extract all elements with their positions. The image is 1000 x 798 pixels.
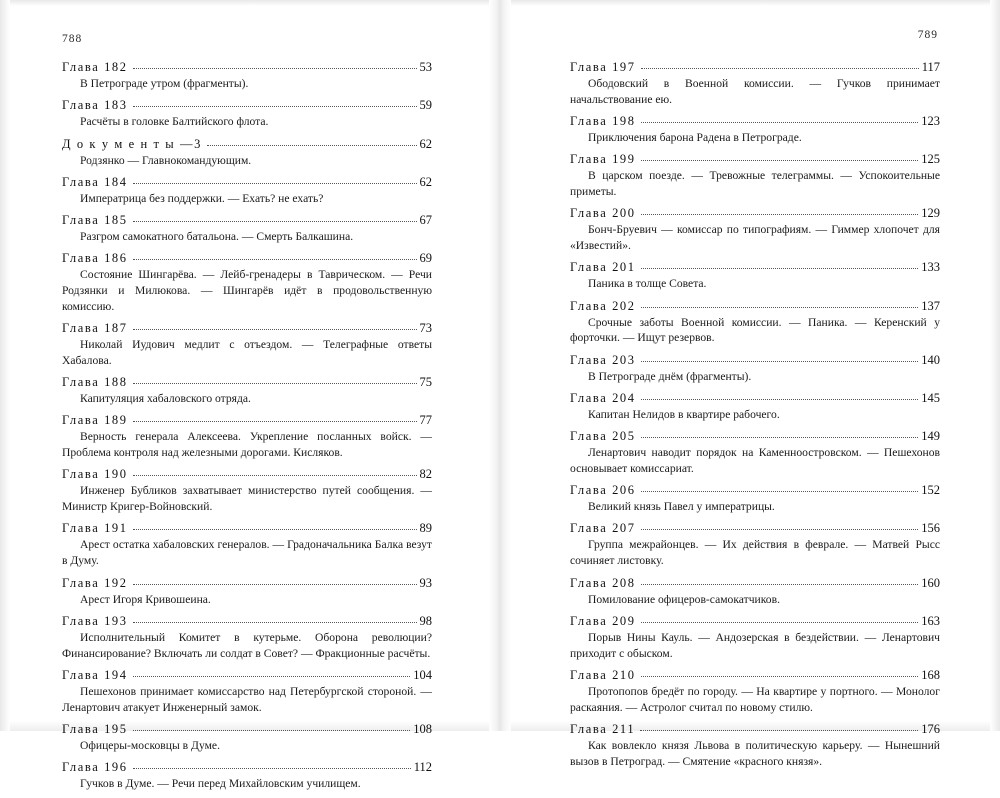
folio-right: 789 xyxy=(917,29,938,41)
toc-entry-line xyxy=(570,521,940,536)
page-number: 129 xyxy=(921,206,940,221)
chapter-description: Исполнительный Комитет в кутерьме. Оборона революции? Финансирование? Включать ли солдат в Совет? — Фракционные расчёты. xyxy=(62,630,432,660)
dot-leader xyxy=(133,182,417,184)
dot-leader xyxy=(641,159,919,161)
toc-entry xyxy=(62,321,432,369)
toc-entry xyxy=(62,614,432,662)
toc-entry xyxy=(62,251,432,314)
chapter-title: Глава 183 xyxy=(62,98,128,113)
toc-entry-line xyxy=(62,467,432,482)
chapter-description: Группа межрайонцев. — Их действия в феврале. — Матвей Рысс сочиняет листовку. xyxy=(570,538,940,568)
chapter-title: Глава 205 xyxy=(570,429,636,444)
chapter-description: Пешехонов принимает комиссарство над Петербургской стороной. — Ленартович атакует Инженерный замок. xyxy=(62,684,432,714)
chapter-description: Капитуляция хабаловского отряда. xyxy=(80,392,251,406)
toc-entry xyxy=(570,614,940,662)
toc-entry xyxy=(62,467,432,515)
chapter-description: Бонч-Бруевич — комиссар по типографиям. — Гиммер хлопочет для «Известий». xyxy=(570,223,940,253)
chapter-description: Ободовский в Военной комиссии. — Гучков принимает начальствование ею. xyxy=(570,77,940,106)
chapter-title: Глава 189 xyxy=(62,413,128,428)
page-number: 123 xyxy=(921,114,940,129)
chapter-description: Приключения барона Радена в Петрограде. xyxy=(588,131,802,145)
page-number: 82 xyxy=(419,467,432,482)
chapter-title: Глава 197 xyxy=(570,60,636,74)
toc-entry-line xyxy=(570,60,940,75)
page-gutter xyxy=(489,0,511,731)
chapter-description: Николай Иудович медлит с отъездом. — Телеграфные ответы Хабалова. xyxy=(62,338,432,367)
toc-entry-line xyxy=(570,722,940,737)
toc-entry xyxy=(570,483,940,515)
chapter-description: Арест остатка хабаловских генералов. — Градоначальника Балка везут в Думу. xyxy=(62,538,432,568)
chapter-description: В царском поезде. — Тревожные телеграммы. — Успокоительные приметы. xyxy=(570,169,940,199)
toc-entry-line xyxy=(62,321,432,336)
toc-entry-line xyxy=(570,353,940,368)
dot-leader xyxy=(133,420,417,422)
toc-entry xyxy=(62,576,432,608)
dot-leader xyxy=(133,328,417,330)
chapter-description: Как вовлекло князя Львова в политическую карьеру. — Нынешний вызов в Петроград. — Смятение «красного князя». xyxy=(570,738,940,768)
chapter-title: Глава 194 xyxy=(62,667,128,682)
dot-leader xyxy=(641,490,919,492)
toc-entry xyxy=(62,668,432,716)
page-number: 149 xyxy=(921,429,940,444)
toc-entry-line xyxy=(570,576,940,591)
toc-entry xyxy=(62,98,432,130)
dot-leader xyxy=(133,583,417,585)
toc-entry xyxy=(570,152,940,200)
dot-leader xyxy=(133,220,417,222)
toc-entry xyxy=(570,521,940,569)
chapter-title: Глава 201 xyxy=(570,260,636,275)
toc-entry xyxy=(62,60,432,92)
chapter-description: Родзянко — Главнокомандующим. xyxy=(80,153,252,167)
page-number: 77 xyxy=(419,413,432,428)
page-number: 163 xyxy=(921,613,940,628)
toc-entry-line xyxy=(570,614,940,629)
page-number: 98 xyxy=(419,613,432,628)
chapter-description: Инженер Бубликов захватывает министерство путей сообщения. — Министр Кригер-Войновский. xyxy=(62,484,432,514)
chapter-title: Глава 190 xyxy=(62,467,128,482)
dot-leader xyxy=(641,360,919,362)
toc-entry xyxy=(62,175,432,207)
toc-entry-line xyxy=(62,137,432,152)
chapter-title: Глава 186 xyxy=(62,251,128,266)
dot-leader xyxy=(641,306,919,308)
chapter-description: В Петрограде утром (фрагменты). xyxy=(80,77,249,90)
page-number: 89 xyxy=(419,521,432,536)
chapter-title: Глава 207 xyxy=(570,521,636,536)
toc-column-left xyxy=(62,60,432,798)
toc-entry-line xyxy=(570,483,940,498)
dot-leader xyxy=(133,382,417,384)
toc-entry-line xyxy=(570,260,940,275)
dot-leader xyxy=(133,675,411,677)
chapter-title: Глава 187 xyxy=(62,321,128,336)
page-number: 112 xyxy=(413,760,432,775)
toc-entry-line xyxy=(570,429,940,444)
page-number: 62 xyxy=(419,174,432,189)
chapter-title: Глава 209 xyxy=(570,613,636,628)
chapter-title: Глава 210 xyxy=(570,667,636,682)
chapter-title: Глава 196 xyxy=(62,760,128,775)
toc-entry-line xyxy=(62,760,432,775)
chapter-title: Глава 202 xyxy=(570,298,636,313)
page-number: 62 xyxy=(419,136,432,151)
page-number: 125 xyxy=(921,152,940,167)
toc-entry xyxy=(62,375,432,407)
page-number: 117 xyxy=(921,60,940,74)
chapter-title: Глава 195 xyxy=(62,721,128,736)
page-number: 168 xyxy=(921,667,940,682)
chapter-title: Глава 184 xyxy=(62,174,128,189)
page-edge-left xyxy=(0,0,10,731)
dot-leader xyxy=(133,528,417,530)
chapter-description: Порыв Нины Кауль. — Андозерская в бездействии. — Ленартович приходит с обыском. xyxy=(570,630,940,660)
toc-entry xyxy=(570,206,940,254)
chapter-description: Императрица без поддержки. — Ехать? не ехать? xyxy=(80,191,324,205)
toc-entry-line xyxy=(62,413,432,428)
chapter-title: Глава 191 xyxy=(62,521,128,536)
chapter-title: Глава 203 xyxy=(570,352,636,367)
chapter-description: Расчёты в головке Балтийского флота. xyxy=(80,115,269,129)
chapter-title: Глава 188 xyxy=(62,375,128,390)
folio-left: 788 xyxy=(62,33,83,45)
dot-leader xyxy=(641,398,919,400)
page-number: 108 xyxy=(413,721,432,736)
toc-entry xyxy=(570,353,940,385)
chapter-description: Протопопов бредёт по городу. — На квартире у портного. — Монолог раскаяния. — Астролог считал по новому стилю. xyxy=(570,684,940,714)
dot-leader xyxy=(207,144,417,146)
chapter-title: Глава 208 xyxy=(570,575,636,590)
page-number: 75 xyxy=(419,375,432,390)
toc-entry xyxy=(570,114,940,146)
chapter-title: Глава 182 xyxy=(62,60,128,74)
toc-entry xyxy=(62,760,432,792)
toc-entry-line xyxy=(570,114,940,129)
toc-entry-line xyxy=(62,175,432,190)
toc-entry-line xyxy=(62,521,432,536)
toc-entry xyxy=(62,521,432,569)
chapter-title: Глава 192 xyxy=(62,575,128,590)
page-number: 176 xyxy=(921,721,940,736)
chapter-description: Ленартович наводит порядок на Каменноостровском. — Пешехонов основывает комиссариат. xyxy=(570,446,940,475)
page-number: 140 xyxy=(921,352,940,367)
toc-entry-line xyxy=(62,576,432,591)
page-number: 104 xyxy=(413,667,432,682)
chapter-description: Верность генерала Алексеева. Укрепление посланных войск. — Проблема контроля над железными дорогами. Кисляков. xyxy=(62,430,432,460)
page-number: 67 xyxy=(419,213,432,228)
toc-entry-line xyxy=(570,391,940,406)
page-number: 156 xyxy=(921,521,940,536)
chapter-title: Глава 185 xyxy=(62,213,128,228)
dot-leader xyxy=(641,121,919,123)
toc-entry-line xyxy=(62,722,432,737)
dot-leader xyxy=(133,474,417,476)
toc-entry xyxy=(570,576,940,608)
toc-entry-line xyxy=(62,98,432,113)
page-number: 53 xyxy=(419,60,432,74)
toc-entry-line xyxy=(570,668,940,683)
toc-entry-line xyxy=(62,213,432,228)
toc-entry-line xyxy=(570,206,940,221)
chapter-title: Глава 193 xyxy=(62,613,128,628)
chapter-title: Д о к у м е н т ы —3 xyxy=(62,136,202,151)
dot-leader xyxy=(133,258,417,260)
toc-entry xyxy=(570,722,940,770)
chapter-title: Глава 198 xyxy=(570,114,636,129)
chapter-description: Состояние Шингарёва. — Лейб-гренадеры в Таврическом. — Речи Родзянки и Милюкова. — Шингарёв идёт в продовольственную комиссию. xyxy=(62,268,432,313)
page-number: 73 xyxy=(419,321,432,336)
dot-leader xyxy=(133,67,417,69)
toc-entry xyxy=(62,137,432,169)
page-number: 133 xyxy=(921,260,940,275)
chapter-title: Глава 211 xyxy=(570,721,636,736)
toc-entry xyxy=(570,668,940,716)
page-number: 69 xyxy=(419,251,432,266)
chapter-description: Офицеры-московцы в Думе. xyxy=(80,738,220,752)
toc-entry-line xyxy=(570,299,940,314)
toc-entry-line xyxy=(62,668,432,683)
dot-leader xyxy=(133,621,417,623)
toc-entry-line xyxy=(62,375,432,390)
chapter-description: Гучков в Думе. — Речи перед Михайловским училищем. xyxy=(80,777,361,791)
page-number: 152 xyxy=(921,483,940,498)
toc-entry-line xyxy=(570,152,940,167)
toc-entry-line xyxy=(62,614,432,629)
chapter-title: Глава 206 xyxy=(570,483,636,498)
toc-entry xyxy=(570,299,940,347)
chapter-title: Глава 199 xyxy=(570,152,636,167)
chapter-description: Капитан Нелидов в квартире рабочего. xyxy=(588,407,780,421)
dot-leader xyxy=(641,267,919,269)
toc-entry xyxy=(62,413,432,461)
chapter-description: Разгром самокатного батальона. — Смерть Балкашина. xyxy=(80,230,354,244)
toc-entry-line xyxy=(62,60,432,75)
toc-entry xyxy=(62,213,432,245)
chapter-title: Глава 204 xyxy=(570,390,636,405)
chapter-title: Глава 200 xyxy=(570,206,636,221)
dot-leader xyxy=(641,675,919,677)
chapter-description: Паника в толще Совета. xyxy=(588,277,707,291)
page-number: 59 xyxy=(419,98,432,113)
dot-leader xyxy=(641,213,919,215)
toc-entry xyxy=(62,722,432,754)
dot-leader xyxy=(641,528,919,530)
page-number: 137 xyxy=(921,298,940,313)
toc-entry xyxy=(570,260,940,292)
page-number: 145 xyxy=(921,390,940,405)
dot-leader xyxy=(133,105,417,107)
dot-leader xyxy=(133,767,411,769)
chapter-description: Срочные заботы Военной комиссии. — Паника. — Керенский у форточки. — Ищут резервов. xyxy=(570,315,940,345)
dot-leader xyxy=(641,67,919,69)
chapter-description: Арест Игоря Кривошеина. xyxy=(80,592,211,606)
page-edge-right xyxy=(990,0,1000,731)
toc-entry xyxy=(570,60,940,108)
dot-leader xyxy=(641,583,919,585)
toc-entry xyxy=(570,429,940,477)
page-number: 93 xyxy=(419,575,432,590)
dot-leader xyxy=(641,436,919,438)
toc-entry xyxy=(570,391,940,423)
toc-entry-line xyxy=(62,251,432,266)
toc-column-right xyxy=(570,60,940,776)
chapter-description: В Петрограде днём (фрагменты). xyxy=(588,369,752,383)
chapter-description: Помилование офицеров-самокатчиков. xyxy=(588,592,780,606)
page-number: 160 xyxy=(921,575,940,590)
chapter-description: Великий князь Павел у императрицы. xyxy=(588,500,775,514)
dot-leader xyxy=(641,621,919,623)
